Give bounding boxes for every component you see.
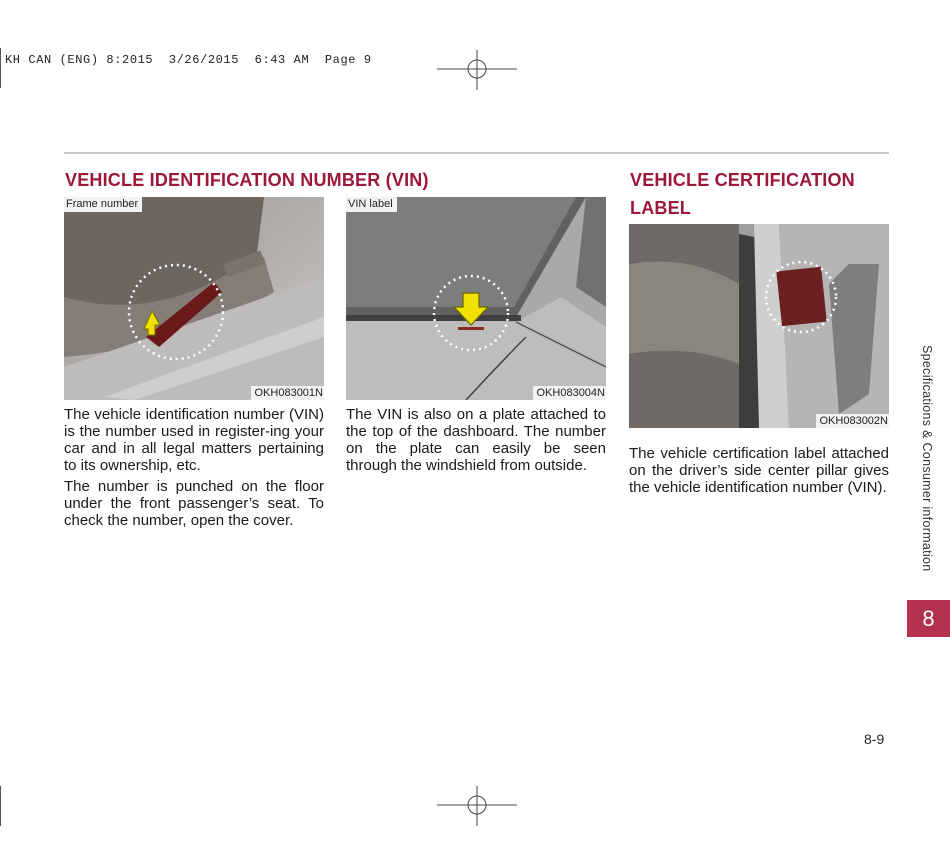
vin-label-figure-code: OKH083004N [533, 386, 607, 400]
certification-title-line-1: VEHICLE CERTIFICATION [630, 170, 855, 190]
vin-label-figure [346, 197, 606, 400]
certification-label-figure [629, 224, 889, 428]
crop-mark-bottom-left [0, 786, 1, 826]
vin-dashboard-paragraph: The VIN is also on a plate attached to the top of the dashboard. The number on the plate can easily be seen through the windshield from outside. [346, 406, 606, 474]
frame-number-label: Frame number [64, 197, 142, 212]
vin-paragraph-1: The vehicle identification number (VIN) is the number used in register-ing your car and in all legal matters pertaining to its ownership, etc. [64, 406, 324, 474]
certification-figure-code: OKH083002N [816, 414, 890, 428]
certification-section-title [630, 166, 890, 222]
chapter-side-label: Specifications & Consumer information [920, 345, 934, 572]
frame-number-photo [64, 197, 324, 400]
vin-section-title: VEHICLE IDENTIFICATION NUMBER (VIN) [65, 170, 429, 190]
certification-paragraph: The vehicle certification label attached on the driver’s side center pillar gives the vehicle identification number (VIN). [629, 445, 889, 496]
registration-mark-top [437, 50, 517, 90]
frame-number-figure-code: OKH083001N [251, 386, 325, 400]
print-header: KH CAN (ENG) 8:2015 3/26/2015 6:43 AM Page 9 [5, 53, 372, 67]
registration-mark-bottom [437, 786, 517, 826]
certification-title-line-2: LABEL [630, 198, 691, 218]
chapter-number-tab: 8 [907, 600, 950, 637]
crop-mark-top-left [0, 48, 1, 88]
vin-label-photo [346, 197, 606, 400]
certification-label-photo [629, 224, 889, 428]
vin-label-label: VIN label [346, 197, 397, 212]
frame-number-figure [64, 197, 324, 400]
vin-paragraph-2: The number is punched on the floor under the front passenger’s seat. To check the number, open the cover. [64, 478, 324, 529]
page-number: 8-9 [864, 731, 885, 747]
top-divider [64, 152, 889, 154]
